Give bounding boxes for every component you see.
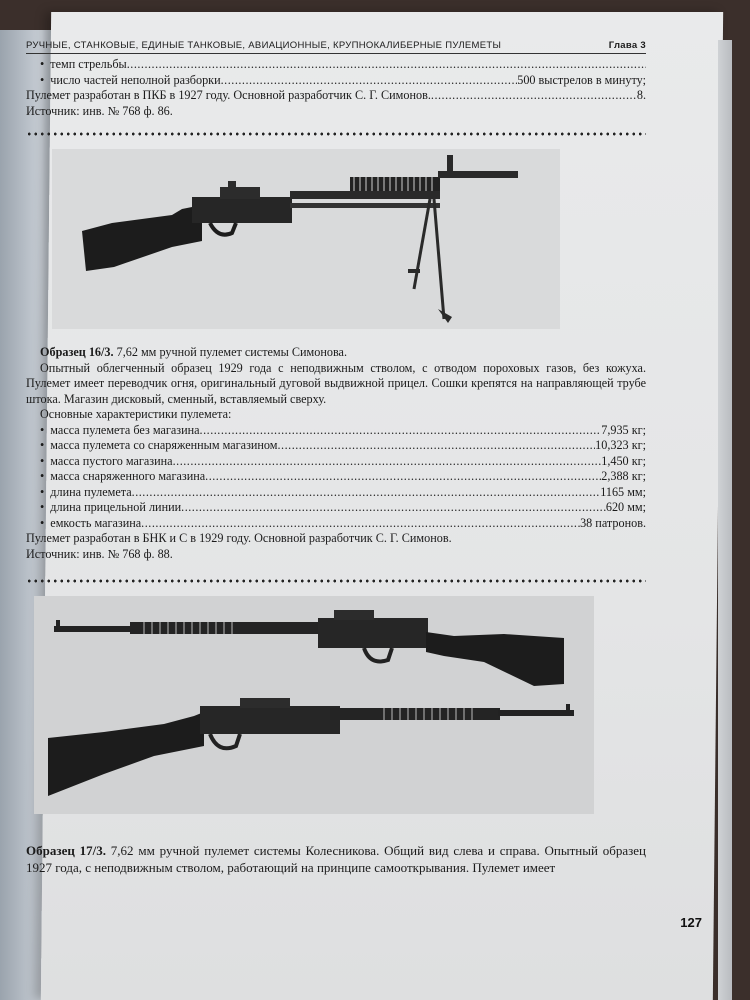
spec-row: • емкость магазина ..... 38 патронов. <box>26 516 646 532</box>
chapter-label: Глава 3 <box>608 40 646 51</box>
spec-row: • число частей неполной разборки ..... 500 выстрелов в минуту; <box>26 73 646 89</box>
sample-17-paragraph: Образец 17/3. 7,62 мм ручной пулемет системы Колесникова. Общий вид слева и справа. Опытный образец 1927 года, с неподвижным стволом, работающий на принципе самооткрывания. Пулемет имеет <box>26 843 646 875</box>
developed-line: Пулемет разработан в ПКБ в 1927 году. Основной разработчик С. Г. Симонов. ..... 8. <box>26 88 646 104</box>
page-number: 127 <box>680 915 702 930</box>
spec-row: • масса пустого магазина ..... 1,450 кг; <box>26 454 646 470</box>
sample-16-title: Образец 16/3. 7,62 мм ручной пулемет системы Симонова. <box>40 345 347 359</box>
spec-row: • длина пулемета ..... 1165 мм; <box>26 485 646 501</box>
source-line: Источник: инв. № 768 ф. 88. <box>26 546 173 561</box>
top-spec-block <box>26 57 646 119</box>
running-head <box>26 40 646 54</box>
running-head-title: РУЧНЫЕ, СТАНКОВЫЕ, ЕДИНЫЕ ТАНКОВЫЕ, АВИАЦИОННЫЕ, КРУПНОКАЛИБЕРНЫЕ ПУЛЕМЕТЫ <box>26 40 502 51</box>
sample-16-description <box>26 345 646 562</box>
photo-kolesnikov-machine-gun <box>34 596 594 814</box>
sample-17-description <box>26 842 646 876</box>
page-content <box>26 40 646 876</box>
spec-row: • масса пулемета без магазина ..... 7,935 кг; <box>26 423 646 439</box>
sample-16-paragraph: Опытный облегченный образец 1929 года с неподвижным стволом, с отводом пороховых газов, без кожуха. Пулемет имеет переводчик огня, оригинальный дуговой выдвижной прицел. Сошки крепятся на направляющей трубе штока. Магазин дисковый, сменный, вставляемый сверху. <box>26 360 646 406</box>
specs-intro: Основные характеристики пулемета: <box>40 407 232 421</box>
page-stack-edge <box>718 40 732 1000</box>
spec-row: • темп стрельбы ..... <box>26 57 646 73</box>
source-line: Источник: инв. № 768 ф. 86. <box>26 103 173 118</box>
photo-simonov-machine-gun <box>52 149 560 329</box>
developed-line: Пулемет разработан в БНК и С в 1929 году. Основной разработчик С. Г. Симонов. <box>26 531 452 545</box>
dotted-separator <box>26 131 646 137</box>
dotted-separator <box>26 578 646 584</box>
spec-row: • масса снаряженного магазина ..... 2,388 кг; <box>26 469 646 485</box>
spec-row: • масса пулемета со снаряженным магазином ..... 10,323 кг; <box>26 438 646 454</box>
spec-row: • длина прицельной линии ..... 620 мм; <box>26 500 646 516</box>
